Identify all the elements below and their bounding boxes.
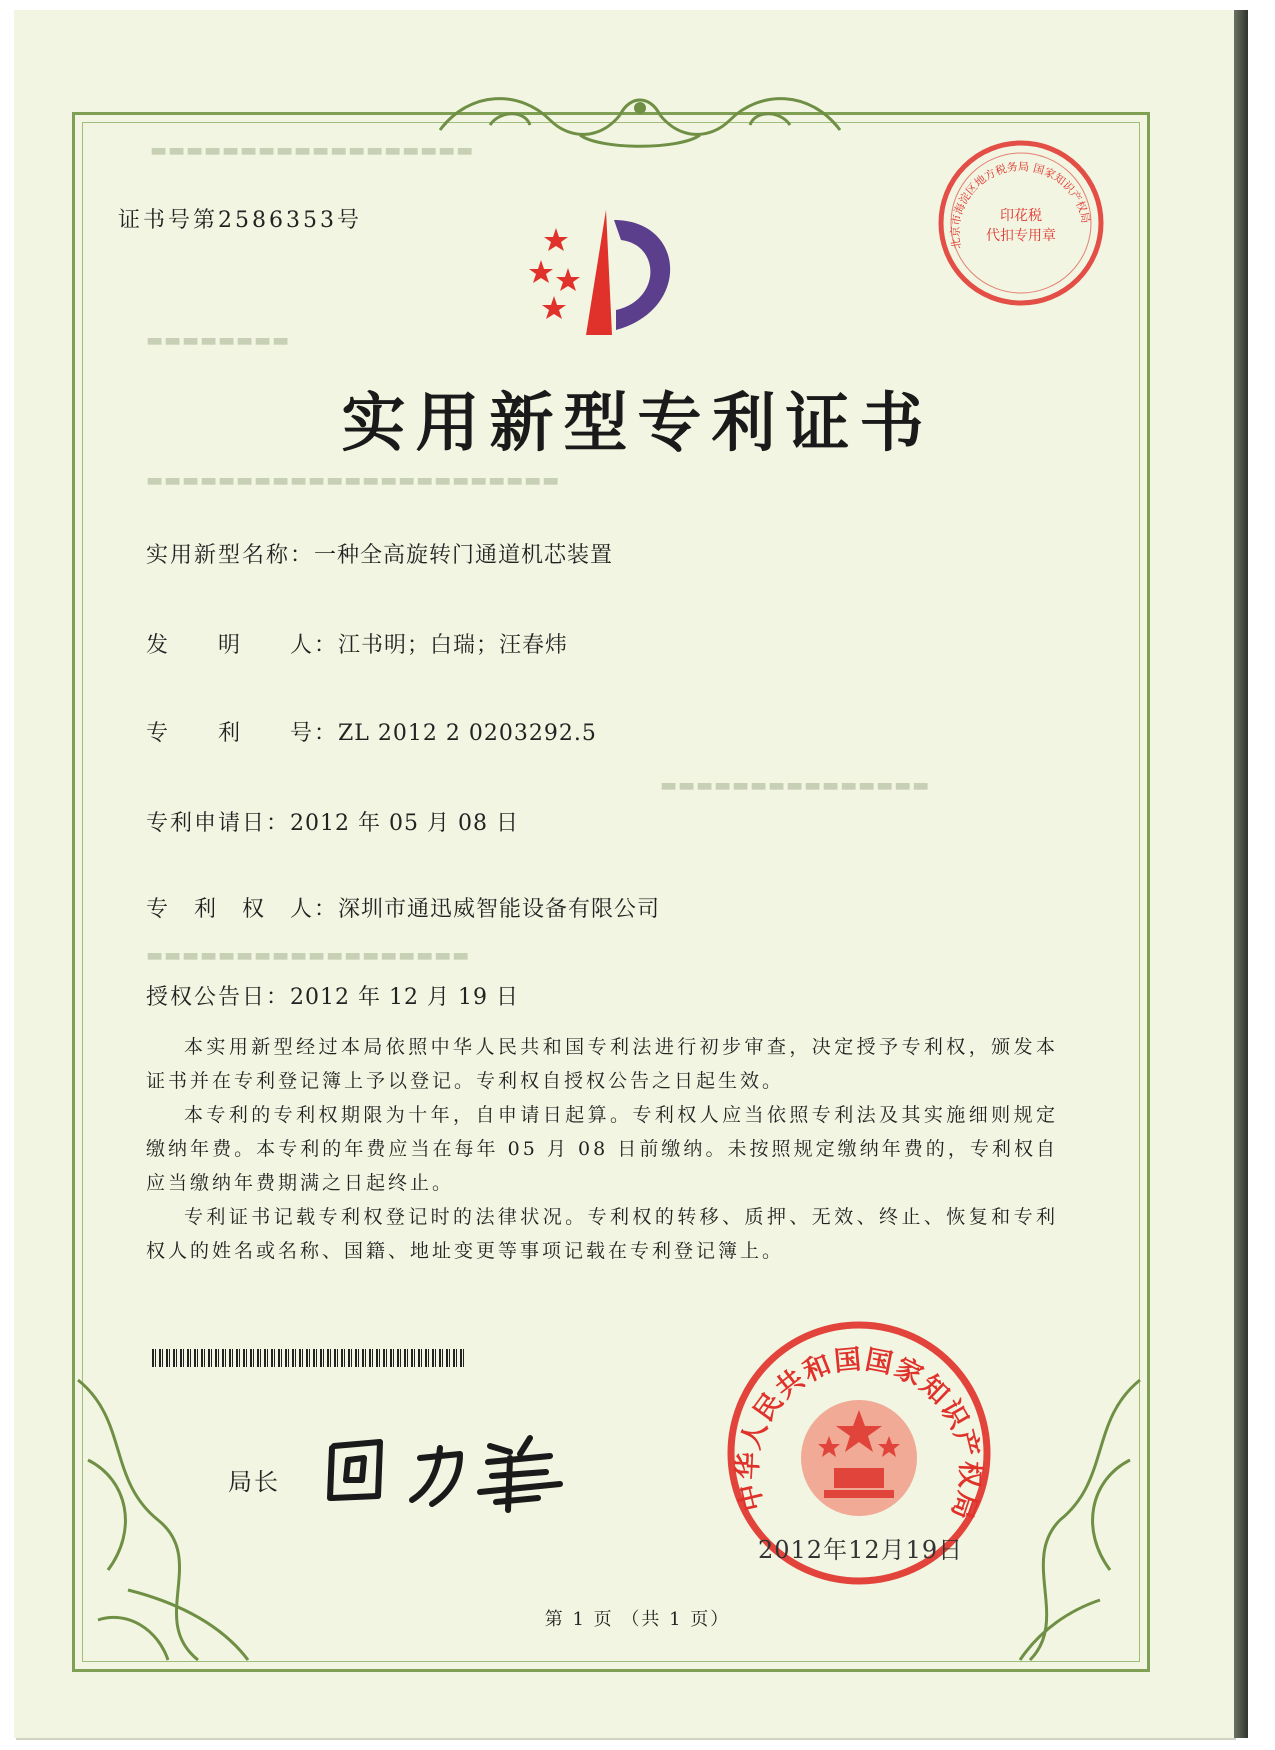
tax-seal-line1: 印花税 xyxy=(1000,208,1042,224)
bleed-through-text: ▬▬▬▬▬▬▬▬▬▬▬▬▬▬▬ xyxy=(660,775,931,796)
corner-ornament-right xyxy=(1000,1360,1150,1680)
binding-edge xyxy=(1234,10,1248,1738)
document-title: 实用新型专利证书 xyxy=(341,387,934,461)
top-ornament xyxy=(430,80,850,160)
certificate-number-value: 2586353 xyxy=(218,208,337,233)
certificate-notice xyxy=(146,1030,1058,1268)
field-value: 江书明；白瑞；汪春炜 xyxy=(338,633,569,658)
seal-date-stamp: 2012年12月19日 xyxy=(758,1536,964,1564)
field-application-date xyxy=(146,806,519,837)
field-value: ZL 2012 2 0203292.5 xyxy=(338,721,597,746)
field-value: 深圳市通迅威智能设备有限公司 xyxy=(338,897,661,922)
page-number: 第 1 页 （共 1 页） xyxy=(544,1609,731,1630)
notice-paragraph: 本实用新型经过本局依照中华人民共和国专利法进行初步审查，决定授予专利权，颁发本证书并在专利登记簿上予以登记。专利权自授权公告之日起生效。 xyxy=(146,1036,1058,1092)
field-label: 专 利 号： xyxy=(146,721,339,746)
field-patent-number xyxy=(146,716,597,747)
tax-seal-ring-text: 北京市海淀区地方税务局 国家知识产权局 xyxy=(948,160,1093,250)
field-grant-date xyxy=(146,980,519,1011)
bleed-through-text: ▬▬▬▬▬▬▬▬▬▬▬▬▬▬▬▬▬▬ xyxy=(150,140,475,161)
tax-seal-line2: 代扣专用章 xyxy=(986,228,1056,244)
notice-paragraph: 专利证书记载专利权登记时的法律状况。专利权的转移、质押、无效、终止、恢复和专利权人的姓名或名称、国籍、地址变更等事项记载在专利登记簿上。 xyxy=(146,1206,1058,1262)
notice-paragraph: 本专利的专利权期限为十年，自申请日起算。专利权人应当依照专利法及其实施细则规定缴纳年费。本专利的年费应当在每年 05 月 08 日前缴纳。未按照规定缴纳年费的，专利权自应当缴纳年费期满之日起终止。 xyxy=(146,1104,1058,1194)
director-label: 局长 xyxy=(228,1468,280,1496)
field-inventors xyxy=(146,628,568,659)
patent-office-logo xyxy=(516,200,706,350)
field-value: 一种全高旋转门通道机芯装置 xyxy=(314,543,614,568)
field-utility-model-name xyxy=(146,538,613,569)
certificate-number-suffix: 号 xyxy=(337,208,363,233)
field-label: 发 明 人： xyxy=(146,633,339,658)
barcode xyxy=(152,1349,466,1367)
field-value: 2012 年 05 月 08 日 xyxy=(290,811,519,836)
certificate-number-label: 证书号第 xyxy=(118,208,219,233)
field-value: 2012 年 12 月 19 日 xyxy=(290,985,519,1010)
field-label: 专 利 权 人： xyxy=(146,897,339,922)
bleed-through-text: ▬▬▬▬▬▬▬▬▬▬▬▬▬▬▬▬▬▬ xyxy=(146,945,471,966)
certificate-number xyxy=(118,203,362,234)
director-signature xyxy=(320,1418,580,1518)
field-label: 实用新型名称： xyxy=(146,543,315,568)
tax-stamp-seal xyxy=(936,138,1106,308)
field-label: 专利申请日： xyxy=(146,811,291,836)
national-seal-ring-text: 中华人民共和国国家知识产权局 xyxy=(732,1344,986,1526)
bleed-through-text: ▬▬▬▬▬▬▬▬▬▬▬▬▬▬▬▬▬▬▬▬▬▬▬ xyxy=(146,470,561,491)
field-label: 授权公告日： xyxy=(146,985,291,1010)
bleed-through-text: ▬▬▬▬▬▬▬▬ xyxy=(146,330,291,351)
field-patentee xyxy=(146,892,660,923)
corner-ornament-left xyxy=(68,1360,268,1680)
